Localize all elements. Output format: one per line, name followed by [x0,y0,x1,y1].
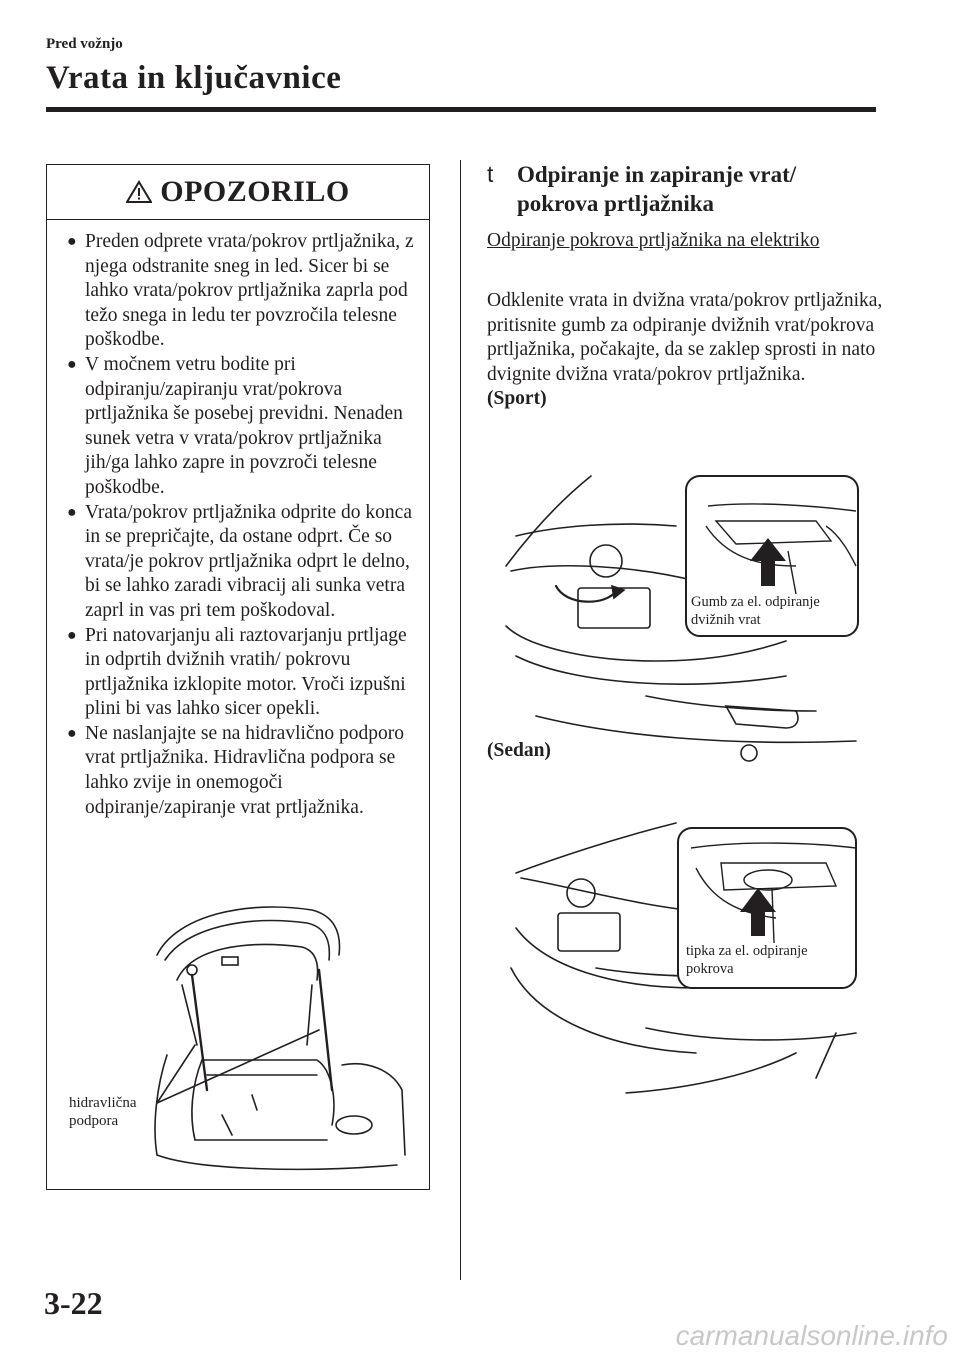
bullet-icon: ● [67,626,77,644]
bullet-icon: ● [67,355,77,373]
section-heading-line1: Odpiranje in zapiranje vrat/ [517,162,797,187]
sport-callout-line1: Gumb za el. odpiranje [691,594,820,610]
sport-tailgate-illustration [496,466,876,776]
warning-item: ● Pri natovarjanju ali raztovarjanju prtljage in odprtih dvižnih vratih/ pokrovu prtljažnika izklopite motor. Vroči izpušni plini bi vas lahko sicer opekli. [67,624,407,720]
column-divider [460,160,461,1280]
warning-item: ● Ne naslanjajte se na hidravlično podporo vrat prtljažnika. Hidravlična podpora se lahko zvije in onemogoči odpiranje/zapiranje vrat prtljažnika. [67,722,404,818]
open-tailgate-illustration [57,885,417,1175]
page-title: Vrata in ključavnice [46,60,342,96]
section-heading-line2: pokrova prtljažnika [517,191,715,216]
warning-title: OPOZORILO [160,175,350,208]
strut-label-line1: hidravlična [69,1095,137,1111]
subheading: Odpiranje pokrova prtljažnika na elektriko [487,230,820,251]
section-heading [487,160,887,218]
sedan-label: (Sedan) [487,740,551,761]
sedan-callout-line1: tipka za el. odpiranje [686,943,808,959]
warning-header [47,165,429,220]
bullet-icon: ● [67,724,77,742]
page-number: 3-22 [44,1285,103,1321]
watermark: carmanualsonline.info [675,1320,948,1351]
section-label: Pred vožnjo [46,36,123,52]
bullet-icon: ● [67,503,77,521]
warning-list [47,220,429,820]
sport-label: (Sport) [487,388,547,410]
sedan-trunk-illustration [496,818,876,1118]
warning-triangle-icon [126,180,152,204]
section-marker: t [487,161,494,187]
warning-item: ● Vrata/pokrov prtljažnika odprite do konca in se prepričajte, da ostane odprt. Če so vrata/je pokrov prtljažnika odprt le delno, bi se lahko zaradi vibracij ali sunka vetra zaprl in vas pri tem poškodoval. [67,501,412,621]
instruction-paragraph [487,289,887,412]
sedan-callout-line2: pokrova [686,961,734,977]
warning-item: ● V močnem vetru bodite pri odpiranju/zapiranju vrat/pokrova prtljažnika še posebej previdni. Nenaden sunek vetra v vrata/pokrov prtljažnika jih/ga lahko zapre in povzroči telesne poškodbe. [67,353,403,498]
header-rule [46,107,876,112]
sport-callout-line2: dvižnih vrat [691,612,761,628]
warning-box [46,164,430,1190]
bullet-icon: ● [67,233,77,250]
instruction-text: Odklenite vrata in dvižna vrata/pokrov prtljažnika, pritisnite gumb za odpiranje dvižnih vrat/pokrova prtljažnika, počakajte, da se zaklep sprosti in nato dvignite dvižna vrata/pokrov prtljažnika. [487,290,883,385]
warning-item: ● Preden odprete vrata/pokrov prtljažnika, z njega odstranite sneg in led. Sicer bi se lahko vrata/pokrov prtljažnika zaprla pod težo snega in ledu ter povzročila telesne poškodbe. [67,231,414,351]
strut-label-line2: podpora [69,1113,119,1129]
